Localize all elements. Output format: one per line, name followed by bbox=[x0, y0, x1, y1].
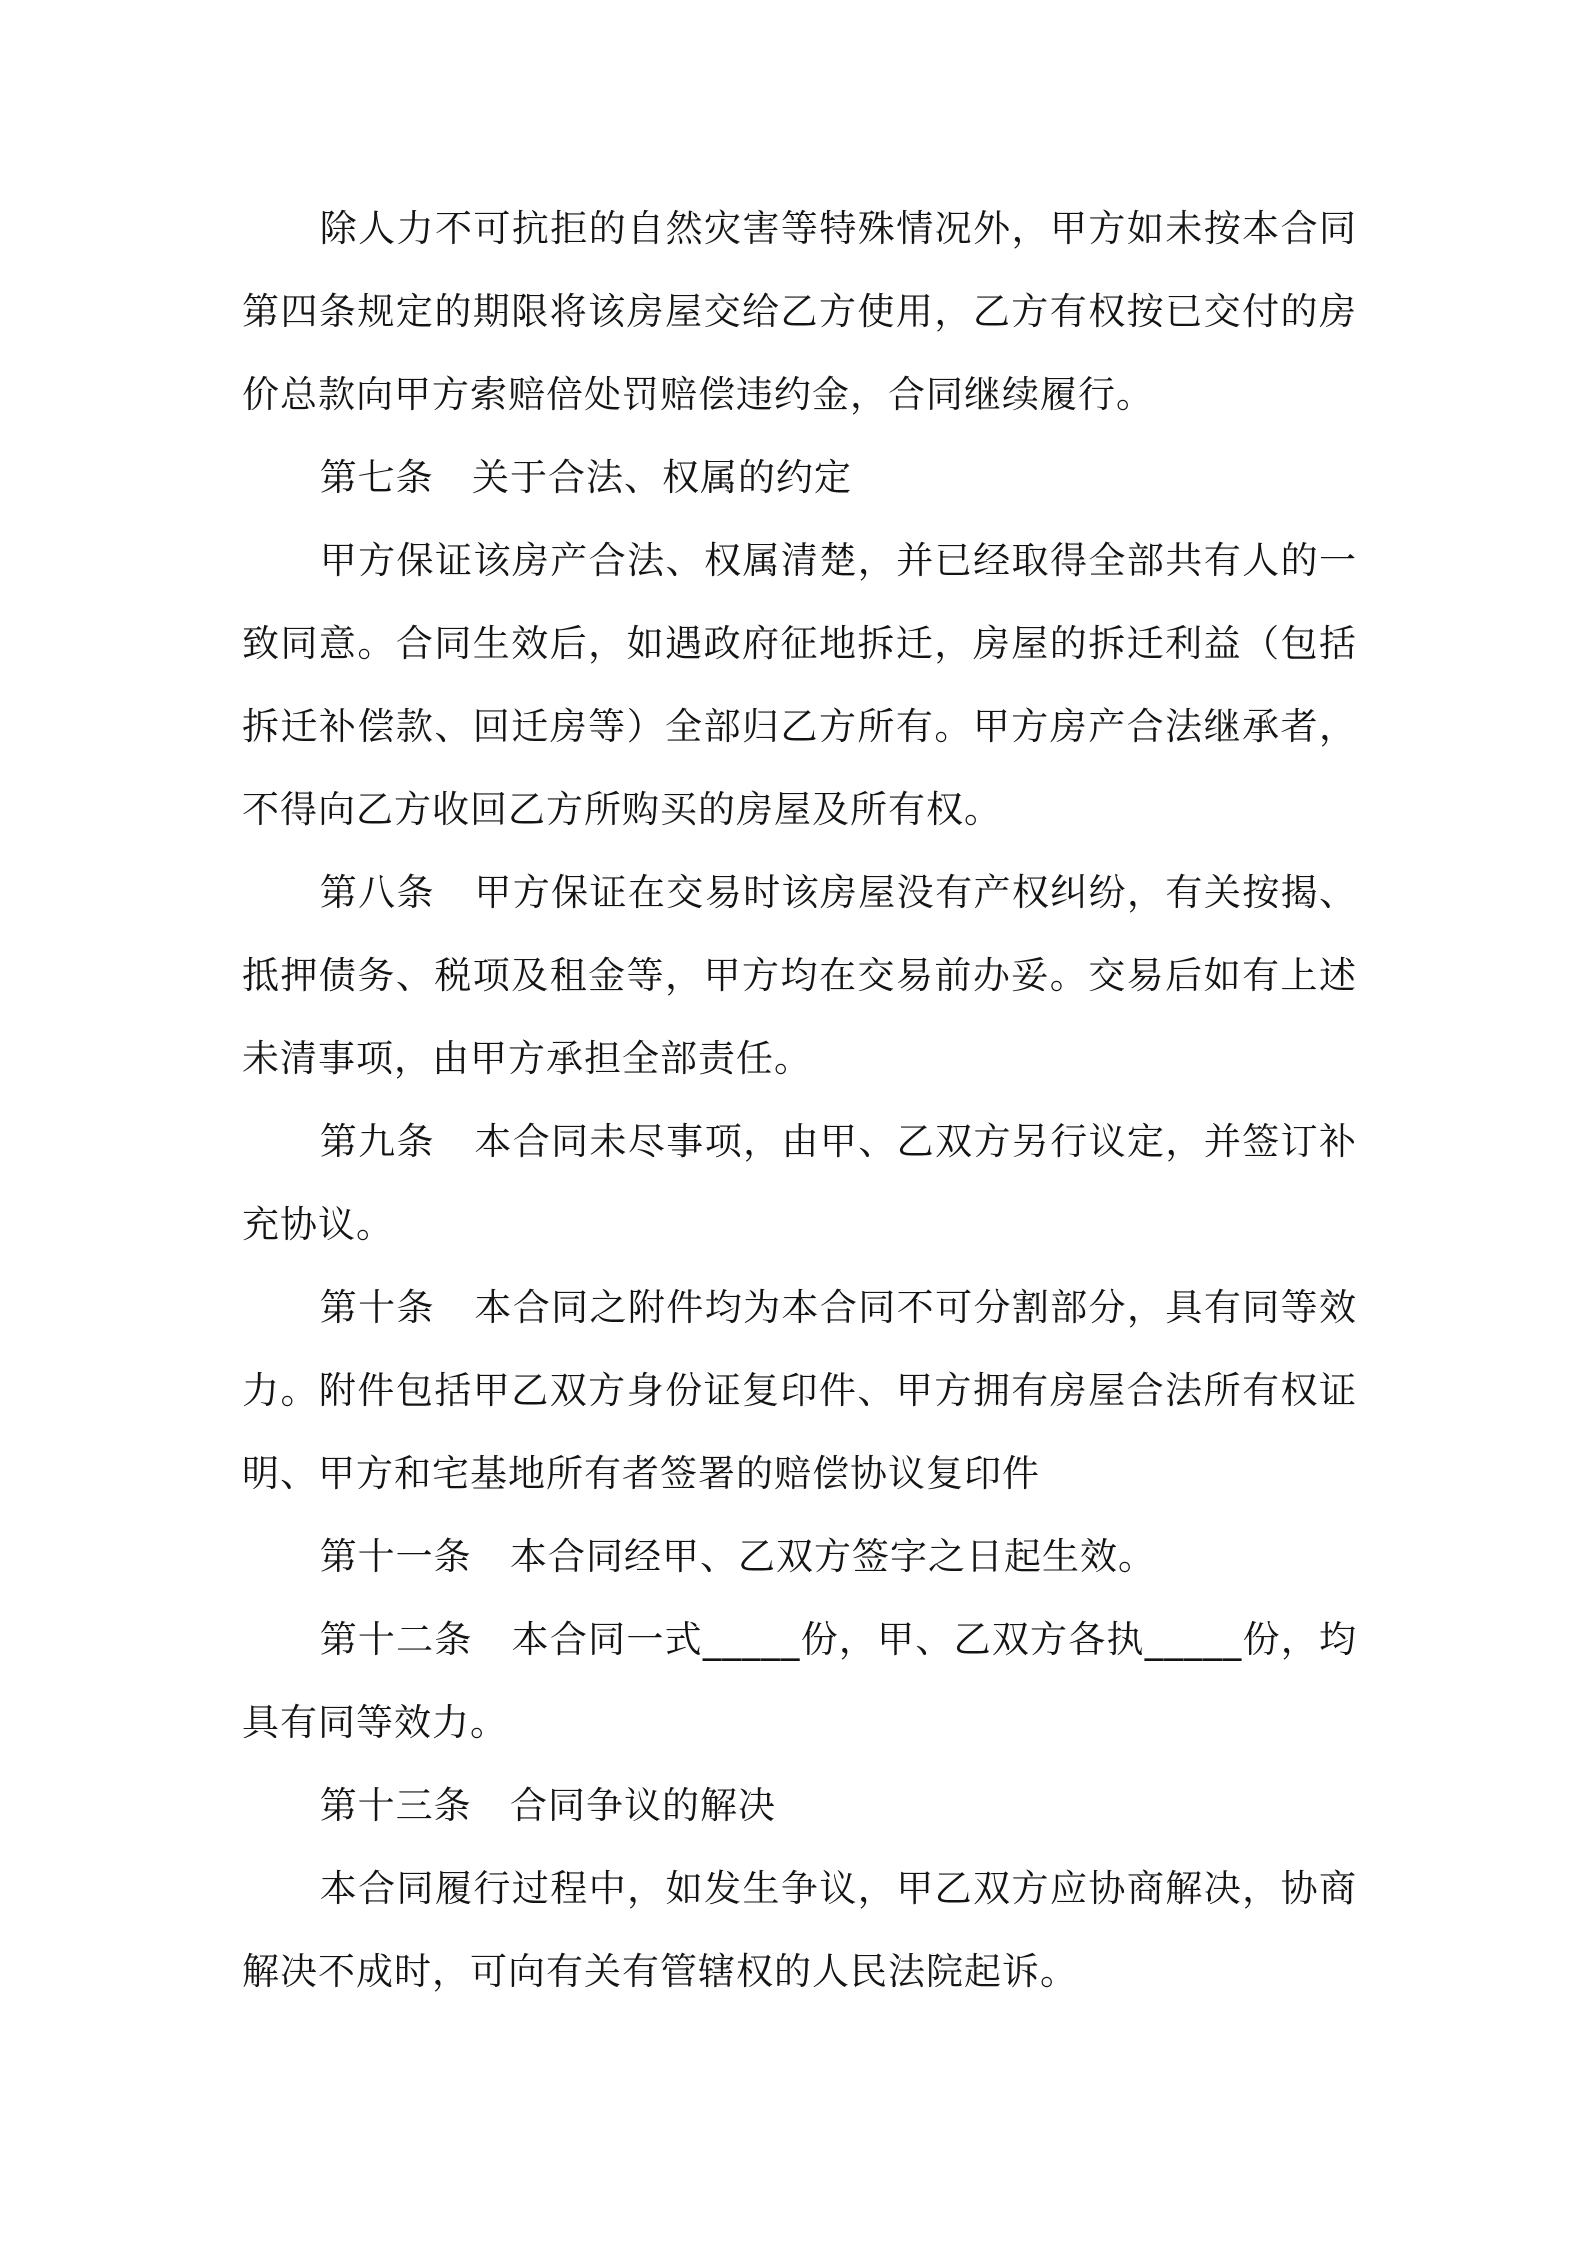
article-10 bbox=[242, 1266, 1357, 1515]
paragraph-dispute-resolution: 本合同履行过程中，如发生争议，甲乙双方应协商解决，协商解决不成时，可向有关有管辖权的人民法院起诉。 bbox=[242, 1867, 1357, 1993]
article-9-text: 本合同未尽事项，由甲、乙双方另行议定，并签订补充协议。 bbox=[242, 1120, 1357, 1246]
article-11 bbox=[242, 1515, 1357, 1598]
paragraph-ownership: 甲方保证该房产合法、权属清楚，并已经取得全部共有人的一致同意。合同生效后，如遇政府征地拆迁，房屋的拆迁利益（包括拆迁补偿款、回迁房等）全部归乙方所有。甲方房产合法继承者，不得向乙方收回乙方所购买的房屋及所有权。 bbox=[242, 539, 1357, 831]
article-13-title: 合同争议的解决 bbox=[509, 1784, 776, 1827]
article-10-text: 本合同之附件均为本合同不可分割部分，具有同等效力。附件包括甲乙双方身份证复印件、甲方拥有房屋合法所有权证明、甲方和宅基地所有者签署的赔偿协议复印件 bbox=[242, 1286, 1357, 1495]
article-12 bbox=[242, 1598, 1357, 1764]
article-13-heading bbox=[242, 1764, 1357, 1847]
article-8-number: 第八条 bbox=[319, 871, 435, 914]
article-7-number: 第七条 bbox=[319, 456, 434, 499]
paragraph-force-majeure: 除人力不可抗拒的自然灾害等特殊情况外，甲方如未按本合同第四条规定的期限将该房屋交给乙方使用，乙方有权按已交付的房价总款向甲方索赔倍处罚赔偿违约金，合同继续履行。 bbox=[242, 207, 1357, 416]
article-7-title: 关于合法、权属的约定 bbox=[471, 456, 852, 499]
article-8-text: 甲方保证在交易时该房屋没有产权纠纷，有关按揭、抵押债务、税项及租金等，甲方均在交易前办妥。交易后如有上述未清事项，由甲方承担全部责任。 bbox=[242, 871, 1357, 1080]
article-12-number: 第十二条 bbox=[319, 1618, 473, 1661]
article-10-number: 第十条 bbox=[319, 1286, 435, 1329]
article-9 bbox=[242, 1100, 1357, 1266]
article-8 bbox=[242, 851, 1357, 1100]
article-11-number: 第十一条 bbox=[319, 1535, 472, 1578]
article-12-text: 本合同一式_____份，甲、乙双方各执_____份，均具有同等效力。 bbox=[242, 1618, 1358, 1744]
article-9-number: 第九条 bbox=[319, 1120, 435, 1163]
article-11-text: 本合同经甲、乙双方签字之日起生效。 bbox=[509, 1535, 1156, 1578]
document-body bbox=[242, 187, 1357, 2013]
article-7-heading bbox=[242, 436, 1357, 519]
article-13-number: 第十三条 bbox=[319, 1784, 472, 1827]
